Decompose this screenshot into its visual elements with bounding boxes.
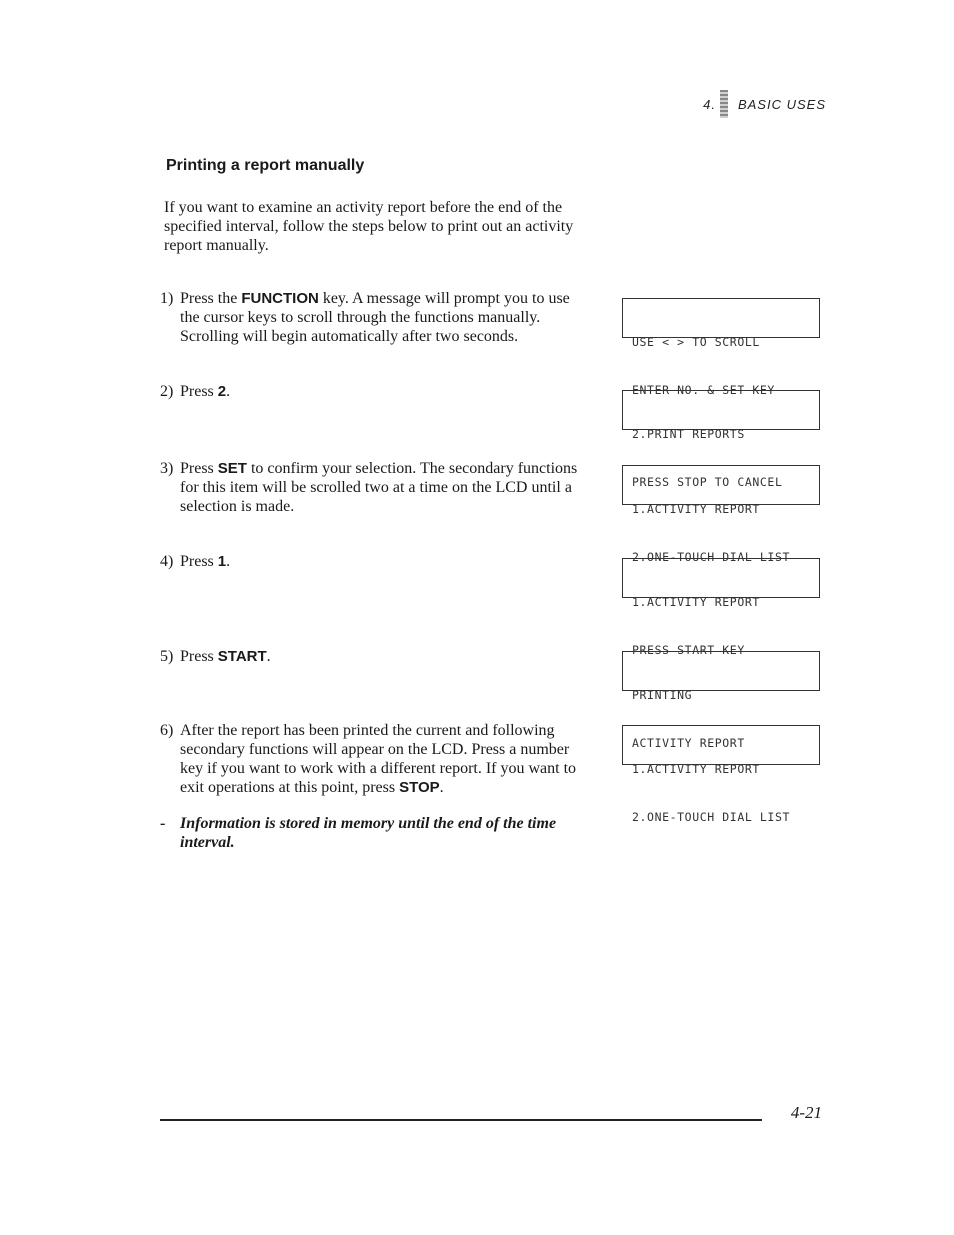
lcd-display-6 (622, 725, 820, 824)
lcd-line-1: 2.PRINT REPORTS (632, 427, 745, 441)
step-text: After the report has been printed the current and following secondary functions will appear on the LCD. Press a number key if you want to work with a different report. If you want to exit operations at this point, press STOP. (180, 722, 577, 796)
chapter-tab-mark (720, 90, 728, 118)
note-text: Information is stored in memory until the end of the time interval. (180, 815, 557, 851)
memory-note (160, 814, 590, 852)
lcd-line-1: PRINTING (632, 688, 693, 702)
footer-rule (160, 1119, 762, 1121)
step-2 (160, 382, 590, 401)
chapter-title: BASIC USES (737, 96, 826, 112)
step-number: 2) (160, 383, 174, 400)
step-text: Press 1. (180, 553, 231, 570)
step-text: Press the FUNCTION key. A message will prompt you to use the cursor keys to scroll through the functions manually. Scrolling will begin automatically after two seconds. (180, 290, 570, 345)
lcd-display-1 (622, 298, 820, 397)
step-number: 5) (160, 648, 174, 665)
running-header (703, 90, 826, 118)
lcd-line-2: ENTER NO. & SET KEY (632, 383, 775, 397)
step-text: Press SET to confirm your selection. The secondary functions for this item will be scrolled two at a time on the LCD until a selection is made. (180, 460, 578, 515)
page-number: 4-21 (790, 1103, 822, 1122)
lcd-line-1: USE < > TO SCROLL (632, 335, 760, 349)
intro-paragraph: If you want to examine an activity report before the end of the specified interval, follow the steps below to print out an activity report manually. (164, 199, 574, 254)
step-3 (160, 459, 590, 516)
step-number: 4) (160, 553, 174, 570)
step-number: 1) (160, 290, 174, 307)
key-name: 2 (217, 383, 227, 400)
lcd-line-2: 2.ONE-TOUCH DIAL LIST (632, 550, 790, 564)
key-name: SET (217, 460, 247, 477)
key-name: 1 (217, 553, 227, 570)
lcd-display-2 (622, 390, 820, 489)
lcd-line-2: ACTIVITY REPORT (632, 736, 745, 750)
chapter-number: 4. (703, 96, 716, 112)
step-number: 3) (160, 460, 174, 477)
lcd-line-1: 1.ACTIVITY REPORT (632, 762, 760, 776)
section-title: Printing a report manually (166, 157, 365, 174)
step-number: 6) (160, 722, 174, 739)
lcd-display-3 (622, 465, 820, 564)
lcd-line-2: PRESS STOP TO CANCEL (632, 475, 783, 489)
lcd-display-4 (622, 558, 820, 657)
key-name: FUNCTION (241, 290, 319, 307)
lcd-line-2: PRESS START KEY (632, 643, 745, 657)
lcd-line-1: 1.ACTIVITY REPORT (632, 502, 760, 516)
step-6 (160, 721, 590, 797)
lcd-display-5 (622, 651, 820, 750)
step-text: Press 2. (180, 383, 231, 400)
note-dash: - (160, 815, 166, 832)
step-text: Press START. (180, 648, 271, 665)
key-name: STOP (399, 779, 440, 796)
step-5 (160, 647, 590, 666)
step-1 (160, 289, 590, 346)
lcd-line-1: 1.ACTIVITY REPORT (632, 595, 760, 609)
lcd-line-2: 2.ONE-TOUCH DIAL LIST (632, 810, 790, 824)
step-4 (160, 552, 590, 571)
key-name: START (217, 648, 267, 665)
